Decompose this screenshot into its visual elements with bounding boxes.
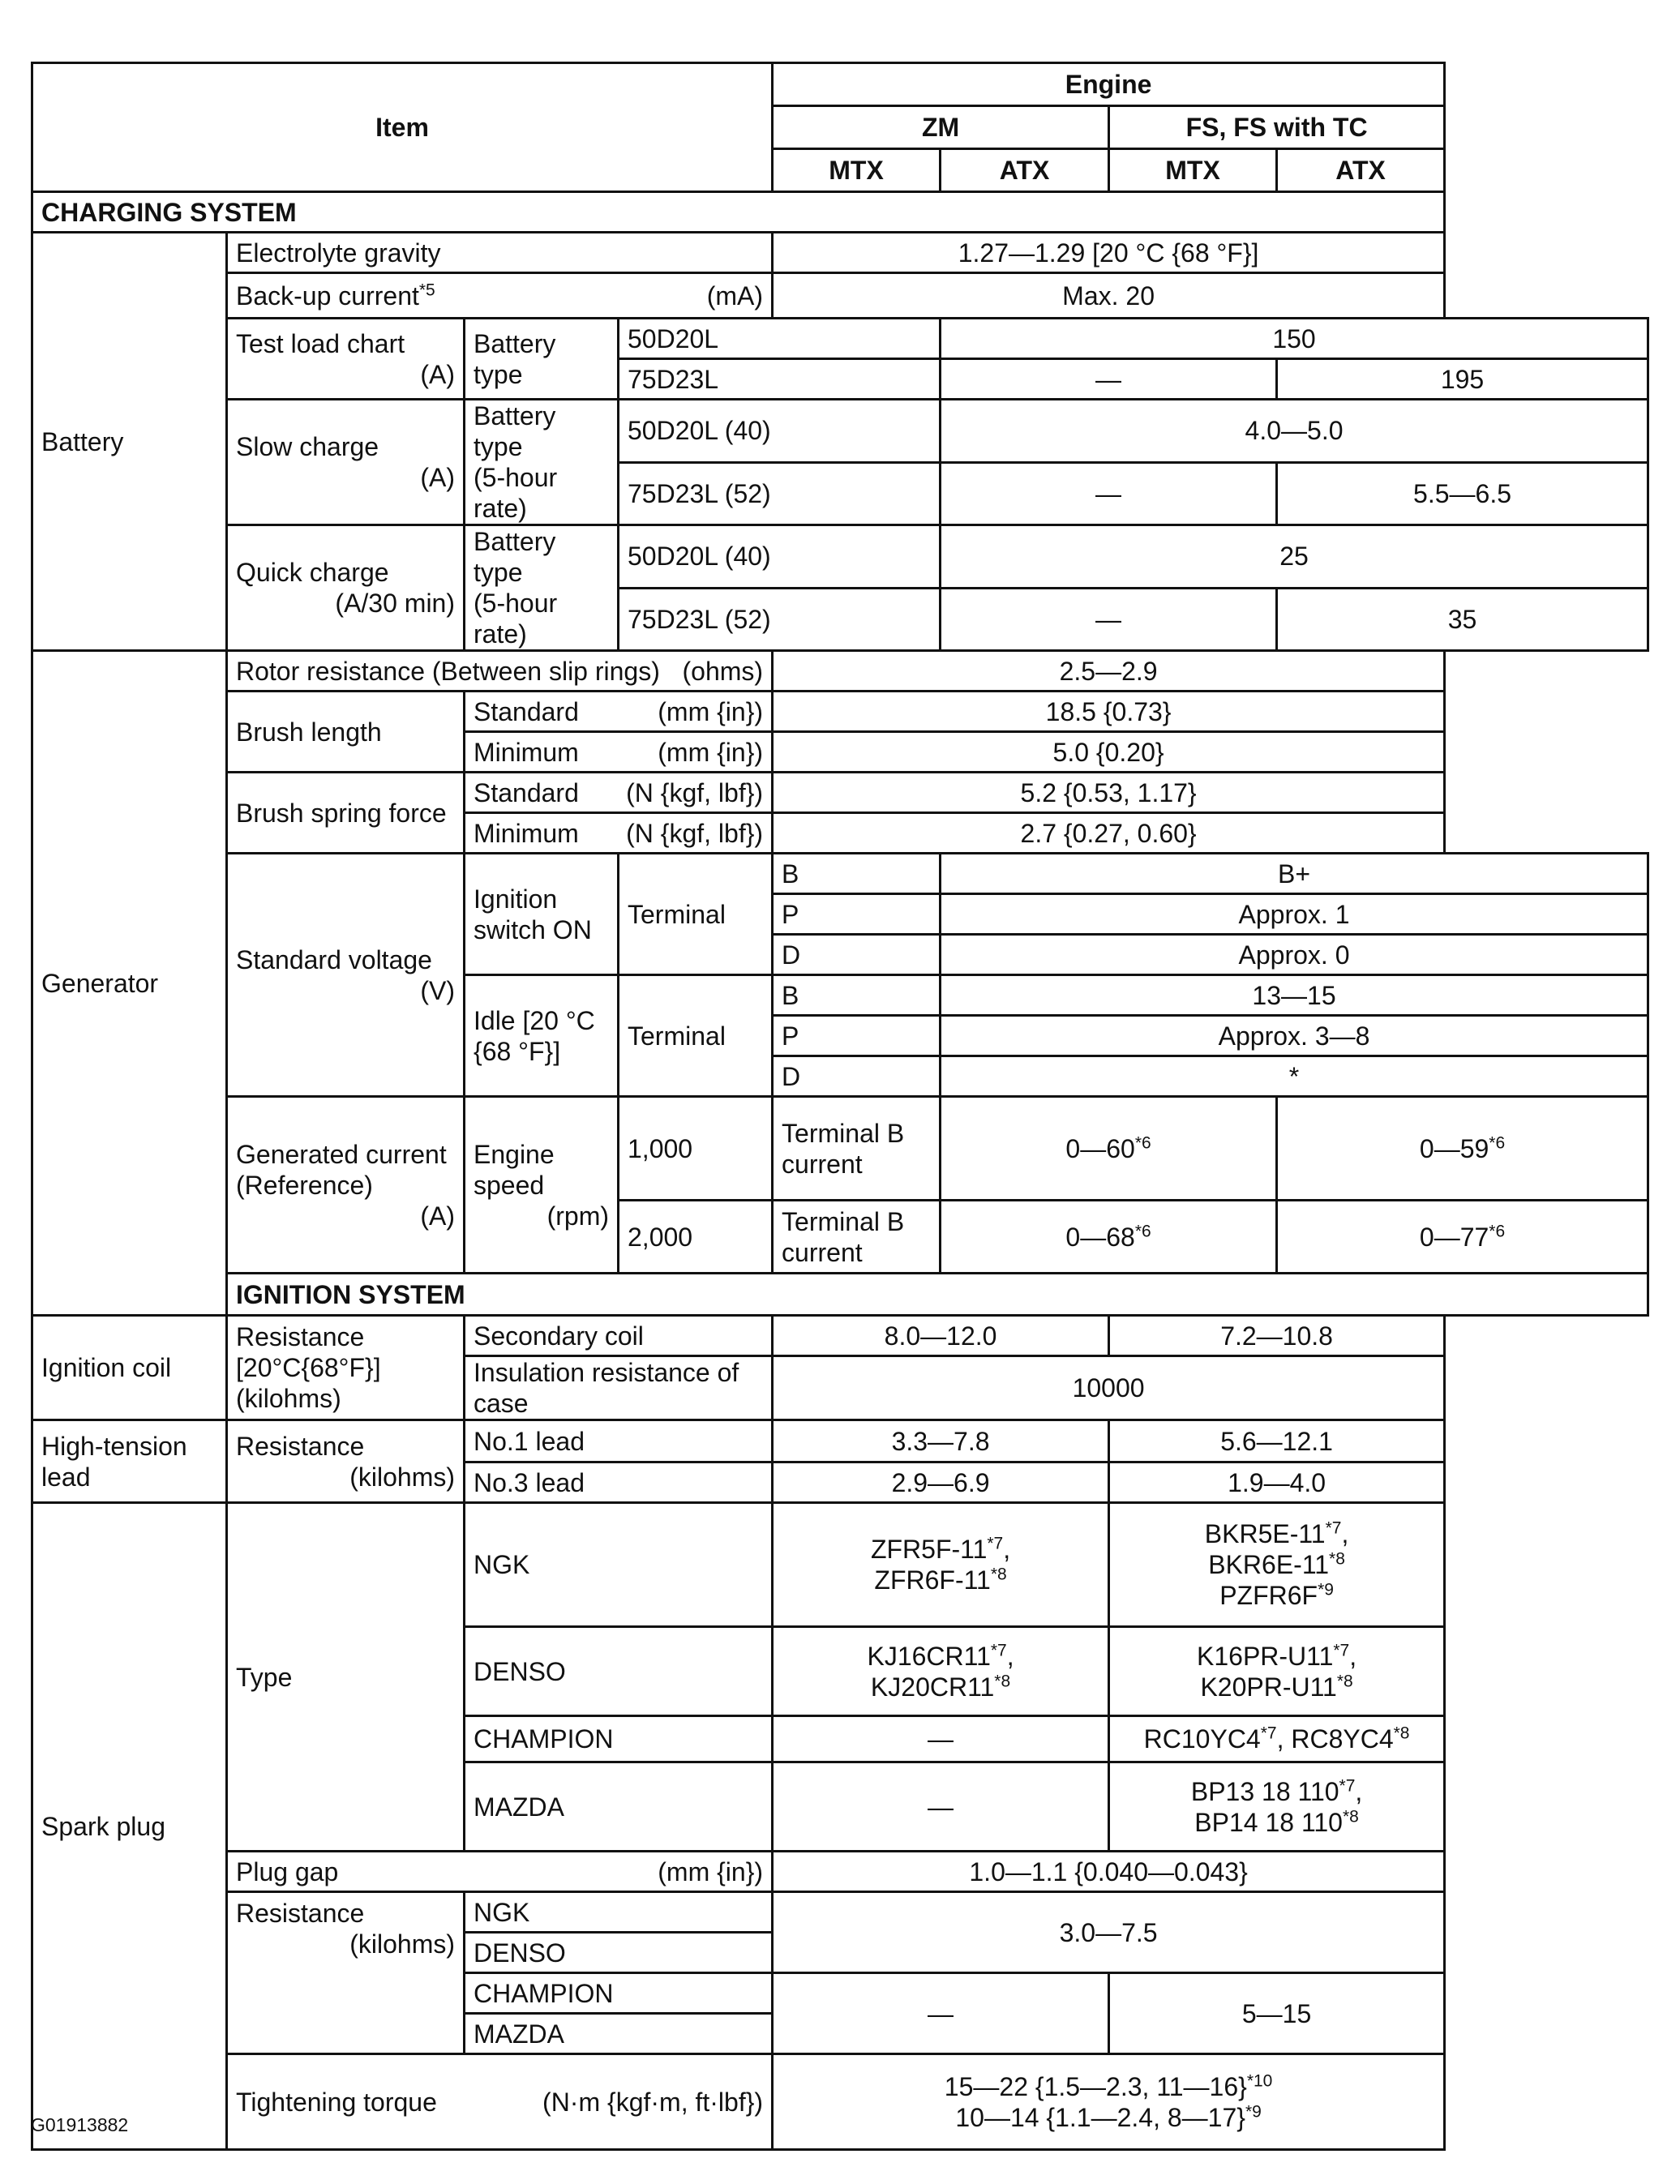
- torque-cell: [227, 2054, 773, 2150]
- group-generator: Generator: [32, 651, 227, 1316]
- brush-spring-label: Brush spring force: [227, 773, 465, 854]
- idle-terminal-p-value: Approx. 3—8: [941, 1016, 1648, 1056]
- footnote-ref: *8: [1329, 1549, 1345, 1569]
- plug-champion-fs: RC10YC4$^{*7}$, RC8YC4$^{*8}$: [1109, 1716, 1445, 1762]
- insulation-value: 10000: [773, 1356, 1445, 1420]
- brush-length-std-label: Standard: [474, 696, 579, 726]
- section-ignition-system: IGNITION SYSTEM: [227, 1274, 1648, 1316]
- table-row: [32, 1503, 1648, 1627]
- rotor-resistance-cell: [227, 651, 773, 692]
- plug-ngk-fs: BKR5E-11$^{*7}$, BKR6E-11$^{*8}$ $PZFR6F^{*9}$: [1109, 1503, 1445, 1627]
- test-load-unit: (A): [420, 359, 455, 389]
- footnote-ref: *9: [1318, 1580, 1334, 1599]
- coil-resistance-label: Resistance [20°C{68°F}] (kilohms): [227, 1316, 465, 1420]
- header-fs: FS, FS with TC: [1109, 106, 1445, 149]
- plug-mazda-label: MAZDA: [465, 1762, 773, 1852]
- header-engine: Engine: [773, 63, 1445, 106]
- quick-charge-cell: [227, 525, 465, 651]
- table-row: [32, 525, 1648, 589]
- idle-terminal: Terminal: [619, 975, 773, 1097]
- torque-unit: (N·m {kgf·m, ft·lbf}): [542, 2087, 764, 2117]
- no3-lead-fs: 1.9—4.0: [1109, 1462, 1445, 1503]
- idle-terminal-b-value: 13—15: [941, 975, 1648, 1016]
- footnote-ref: *6: [1134, 1133, 1151, 1152]
- plug-ngk-fs-2: BKR6E-11: [1208, 1550, 1330, 1579]
- footnote-ref: *8: [1393, 1724, 1410, 1743]
- group-spark-plug: Spark plug: [32, 1503, 227, 2150]
- footnote-ref: *7: [1339, 1775, 1356, 1795]
- ignition-on-label: Ignition switch ON: [465, 854, 619, 975]
- idle-terminal-d: D: [773, 1056, 941, 1097]
- slow-charge-unit: (A): [420, 463, 455, 492]
- no1-lead-fs: 5.6—12.1: [1109, 1420, 1445, 1462]
- section-charging-system: CHARGING SYSTEM: [32, 192, 1445, 233]
- plug-gap-cell: [227, 1852, 773, 1892]
- on-terminal-p-value: Approx. 1: [941, 894, 1648, 935]
- group-battery: Battery: [32, 233, 227, 651]
- insulation-label: Insulation resistance of case: [465, 1356, 773, 1420]
- footnote-ref: *9: [1245, 2101, 1262, 2121]
- plug-denso-fs: K16PR-U11$^{*7}$, K20PR-U11$^{*8}$: [1109, 1627, 1445, 1716]
- no1-lead-zm: 3.3—7.8: [773, 1420, 1109, 1462]
- plug-res-champion: CHAMPION: [465, 1973, 773, 2014]
- gen-current-label: Generated current (Reference): [236, 1139, 447, 1200]
- footnote-ref: *7: [1333, 1640, 1350, 1659]
- rotor-resistance-unit: (ohms): [682, 656, 764, 686]
- brush-spring-std-value: 5.2 {0.53, 1.17}: [773, 773, 1445, 813]
- gen-current-fs-2: [1277, 1201, 1648, 1274]
- plug-ngk-label: NGK: [465, 1503, 773, 1627]
- test-load-battery-type: Battery type: [465, 319, 619, 400]
- lead-resistance-cell: [227, 1420, 465, 1503]
- idle-label: Idle [20 °C {68 °F}]: [465, 975, 619, 1097]
- torque-label: Tightening torque: [236, 2087, 437, 2117]
- plug-resistance-label: Resistance: [236, 1899, 365, 1928]
- idle-terminal-d-value: *: [941, 1056, 1648, 1097]
- brush-spring-std-cell: [465, 773, 773, 813]
- footnote-ref: *6: [1134, 1221, 1151, 1240]
- plug-denso-fs-1: K16PR-U11: [1197, 1641, 1334, 1671]
- rpm-2000: 2,000: [619, 1201, 773, 1274]
- engine-speed-label: Engine speed: [474, 1139, 555, 1200]
- gen-current-zm-2: [941, 1201, 1277, 1274]
- gen-current-fs-1-value: 0—59: [1419, 1133, 1489, 1163]
- plug-ngk-zm: ZFR5F-11$^{*7}$, ZFR6F-11$^{*8}$: [773, 1503, 1109, 1627]
- group-ignition-coil: Ignition coil: [32, 1316, 227, 1420]
- slow-charge-battery-type: Battery type: [474, 401, 556, 461]
- on-terminal-b: B: [773, 854, 941, 894]
- table-row: [32, 854, 1648, 894]
- table-row: [32, 1852, 1648, 1892]
- table-row: [32, 651, 1648, 692]
- plug-res-denso: DENSO: [465, 1933, 773, 1973]
- secondary-coil-fs: 7.2—10.8: [1109, 1316, 1445, 1356]
- footnote-ref: *7: [1260, 1724, 1277, 1743]
- std-voltage-cell: [227, 854, 465, 1097]
- brush-spring-std-unit: (N {kgf, lbf}): [626, 777, 764, 807]
- brush-length-min-unit: (mm {in}): [658, 737, 764, 767]
- table-row: [32, 1316, 1648, 1356]
- slow-charge-cell: [227, 400, 465, 525]
- plug-ngk-fs-3: PZFR6F: [1219, 1581, 1318, 1610]
- plug-ngk-fs-1: BKR5E-11: [1204, 1519, 1326, 1548]
- backup-current-value: Max. 20: [773, 273, 1445, 319]
- slow-charge-label: Slow charge: [236, 432, 379, 461]
- table-row: [32, 773, 1648, 813]
- plug-ngk-zm-1: ZFR5F-11: [870, 1535, 988, 1564]
- table-row: [32, 1420, 1648, 1462]
- plug-denso-zm-1: KJ16CR11: [867, 1641, 991, 1671]
- table-row: [32, 273, 1648, 319]
- header-fs-mtx: MTX: [1109, 149, 1277, 192]
- header-fs-atx: ATX: [1277, 149, 1445, 192]
- footnote-ref: *6: [1489, 1133, 1506, 1152]
- plug-resistance-fs-2: 5—15: [1109, 1973, 1445, 2054]
- on-terminal-d: D: [773, 935, 941, 975]
- table-row: [32, 1097, 1648, 1201]
- electrolyte-label: Electrolyte gravity: [227, 233, 773, 273]
- plug-denso-fs-2: K20PR-U11: [1200, 1672, 1337, 1702]
- plug-mazda-fs-2: BP14 18 110: [1194, 1807, 1343, 1837]
- footnote-ref: *8: [1342, 1806, 1359, 1826]
- slow-charge-zm-2: —: [941, 462, 1277, 525]
- quick-charge-type-cell: [465, 525, 619, 651]
- table-row: [32, 1892, 1648, 1933]
- plug-resistance-zm-2: —: [773, 1973, 1109, 2054]
- torque-value-1: 15—22 {1.5—2.3, 11—16}: [944, 2071, 1247, 2101]
- rpm-1000: 1,000: [619, 1097, 773, 1201]
- torque-value-2: 10—14 {1.1—2.4, 8—17}: [955, 2102, 1245, 2132]
- brush-length-min-cell: [465, 732, 773, 773]
- gen-current-cell: [227, 1097, 465, 1274]
- torque-value-cell: [773, 2054, 1445, 2150]
- plug-type-label: Type: [227, 1503, 465, 1852]
- specification-table: [31, 62, 1649, 2151]
- slow-charge-fs-2: 5.5—6.5: [1277, 462, 1648, 525]
- plug-gap-value: 1.0—1.1 {0.040—0.043}: [773, 1852, 1445, 1892]
- test-load-label: Test load chart: [236, 328, 405, 358]
- on-terminal-b-value: B+: [941, 854, 1648, 894]
- footnote-ref: *8: [1336, 1671, 1353, 1690]
- test-load-model-1: 50D20L: [619, 319, 941, 359]
- plug-denso-label: DENSO: [465, 1627, 773, 1716]
- brush-length-min-label: Minimum: [474, 737, 579, 767]
- slow-charge-rate: (5-hour rate): [474, 463, 558, 523]
- gen-current-zm-1-value: 0—60: [1065, 1133, 1135, 1163]
- secondary-coil-label: Secondary coil: [465, 1316, 773, 1356]
- brush-spring-min-value: 2.7 {0.27, 0.60}: [773, 813, 1445, 854]
- quick-charge-label: Quick charge: [236, 558, 389, 587]
- quick-charge-rate: (5-hour rate): [474, 589, 558, 649]
- plug-res-mazda: MAZDA: [465, 2014, 773, 2054]
- footnote-ref: *6: [1489, 1221, 1506, 1240]
- quick-charge-unit: (A/30 min): [335, 589, 455, 618]
- brush-length-std-cell: [465, 692, 773, 732]
- table-row: [32, 233, 1648, 273]
- gen-current-unit: (A): [420, 1201, 455, 1231]
- quick-charge-model-2: 75D23L (52): [619, 588, 941, 651]
- slow-charge-type-cell: [465, 400, 619, 525]
- quick-charge-model-1: 50D20L (40): [619, 525, 941, 589]
- gen-current-fs-1: [1277, 1097, 1648, 1201]
- plug-resistance-cell: [227, 1892, 465, 2054]
- quick-charge-fs-2: 35: [1277, 588, 1648, 651]
- footnote-ref: *10: [1246, 2071, 1273, 2090]
- plug-mazda-fs: BP13 18 110$^{*7}$, BP14 18 110$^{*8}$: [1109, 1762, 1445, 1852]
- table-row: [32, 2054, 1648, 2150]
- no3-lead-label: No.3 lead: [465, 1462, 773, 1503]
- ignition-on-terminal: Terminal: [619, 854, 773, 975]
- table-row: [32, 319, 1648, 359]
- gen-current-zm-2-value: 0—68: [1065, 1222, 1135, 1252]
- brush-spring-std-label: Standard: [474, 777, 579, 807]
- footnote-ref: *8: [994, 1671, 1011, 1690]
- table-row: [32, 400, 1648, 463]
- secondary-coil-zm: 8.0—12.0: [773, 1316, 1109, 1356]
- gen-current-zm-1: [941, 1097, 1277, 1201]
- rotor-resistance-value: 2.5—2.9: [773, 651, 1445, 692]
- plug-denso-zm: KJ16CR11$^{*7}$, KJ20CR11$^{*8}$: [773, 1627, 1109, 1716]
- plug-gap-unit: (mm {in}): [658, 1856, 764, 1886]
- brush-length-min-value: 5.0 {0.20}: [773, 732, 1445, 773]
- no1-lead-label: No.1 lead: [465, 1420, 773, 1462]
- rotor-resistance-label: Rotor resistance (Between slip rings): [236, 656, 660, 686]
- brush-spring-min-cell: [465, 813, 773, 854]
- figure-code: G01913882: [31, 2114, 129, 2135]
- footnote-ref: *7: [1325, 1518, 1342, 1538]
- brush-length-std-unit: (mm {in}): [658, 696, 764, 726]
- plug-champion-label: CHAMPION: [465, 1716, 773, 1762]
- terminal-b-current-2: Terminal B current: [773, 1201, 941, 1274]
- plug-res-ngk: NGK: [465, 1892, 773, 1933]
- footnote-ref: *7: [987, 1534, 1004, 1553]
- terminal-b-current-1: Terminal B current: [773, 1097, 941, 1201]
- backup-current-label: Back-up current: [236, 280, 419, 310]
- electrolyte-value: 1.27—1.29 [20 °C {68 °F}]: [773, 233, 1445, 273]
- footnote-ref: *7: [990, 1640, 1007, 1659]
- header-zm: ZM: [773, 106, 1109, 149]
- engine-speed-unit: (rpm): [546, 1201, 609, 1231]
- no3-lead-zm: 2.9—6.9: [773, 1462, 1109, 1503]
- brush-length-std-value: 18.5 {0.73}: [773, 692, 1445, 732]
- quick-charge-zm-2: —: [941, 588, 1277, 651]
- footnote-ref: *5: [418, 280, 435, 299]
- plug-gap-label: Plug gap: [236, 1856, 339, 1886]
- footnote-ref: *8: [990, 1565, 1007, 1584]
- plug-resistance-unit: (kilohms): [349, 1929, 455, 1959]
- quick-charge-value-1: 25: [941, 525, 1648, 589]
- plug-denso-zm-2: KJ20CR11: [870, 1672, 995, 1702]
- plug-resistance-value-1: 3.0—7.5: [773, 1892, 1445, 1973]
- plug-mazda-zm: —: [773, 1762, 1109, 1852]
- plug-champion-fs-1: RC10YC4: [1143, 1724, 1261, 1754]
- header-zm-mtx: MTX: [773, 149, 941, 192]
- slow-charge-value-1: 4.0—5.0: [941, 400, 1648, 463]
- test-load-model-2: 75D23L: [619, 359, 941, 400]
- idle-terminal-p: P: [773, 1016, 941, 1056]
- gen-current-fs-2-value: 0—77: [1419, 1222, 1489, 1252]
- lead-resistance-label: Resistance: [236, 1431, 365, 1461]
- group-high-tension-lead: High-tension lead: [32, 1420, 227, 1503]
- table-row: [32, 692, 1648, 732]
- header-zm-atx: ATX: [941, 149, 1109, 192]
- brush-spring-min-unit: (N {kgf, lbf}): [626, 818, 764, 848]
- plug-mazda-fs-1: BP13 18 110: [1190, 1776, 1339, 1806]
- brush-length-label: Brush length: [227, 692, 465, 773]
- test-load-cell: [227, 319, 465, 400]
- plug-ngk-zm-2: ZFR6F-11: [874, 1565, 991, 1595]
- test-load-fs-2: 195: [1277, 359, 1648, 400]
- test-load-value-1: 150: [941, 319, 1648, 359]
- idle-terminal-b: B: [773, 975, 941, 1016]
- test-load-zm-2: —: [941, 359, 1277, 400]
- on-terminal-d-value: Approx. 0: [941, 935, 1648, 975]
- header-item: Item: [32, 63, 773, 192]
- slow-charge-model-2: 75D23L (52): [619, 462, 941, 525]
- backup-current-unit: (mA): [706, 280, 764, 310]
- std-voltage-unit: (V): [420, 975, 455, 1005]
- on-terminal-p: P: [773, 894, 941, 935]
- engine-speed-cell: [465, 1097, 619, 1274]
- quick-charge-battery-type: Battery type: [474, 527, 556, 587]
- backup-current-cell: [227, 273, 773, 319]
- brush-spring-min-label: Minimum: [474, 818, 579, 848]
- lead-resistance-unit: (kilohms): [349, 1462, 455, 1492]
- std-voltage-label: Standard voltage: [236, 944, 432, 974]
- plug-champion-zm: —: [773, 1716, 1109, 1762]
- slow-charge-model-1: 50D20L (40): [619, 400, 941, 463]
- plug-champion-fs-2: RC8YC4: [1291, 1724, 1394, 1754]
